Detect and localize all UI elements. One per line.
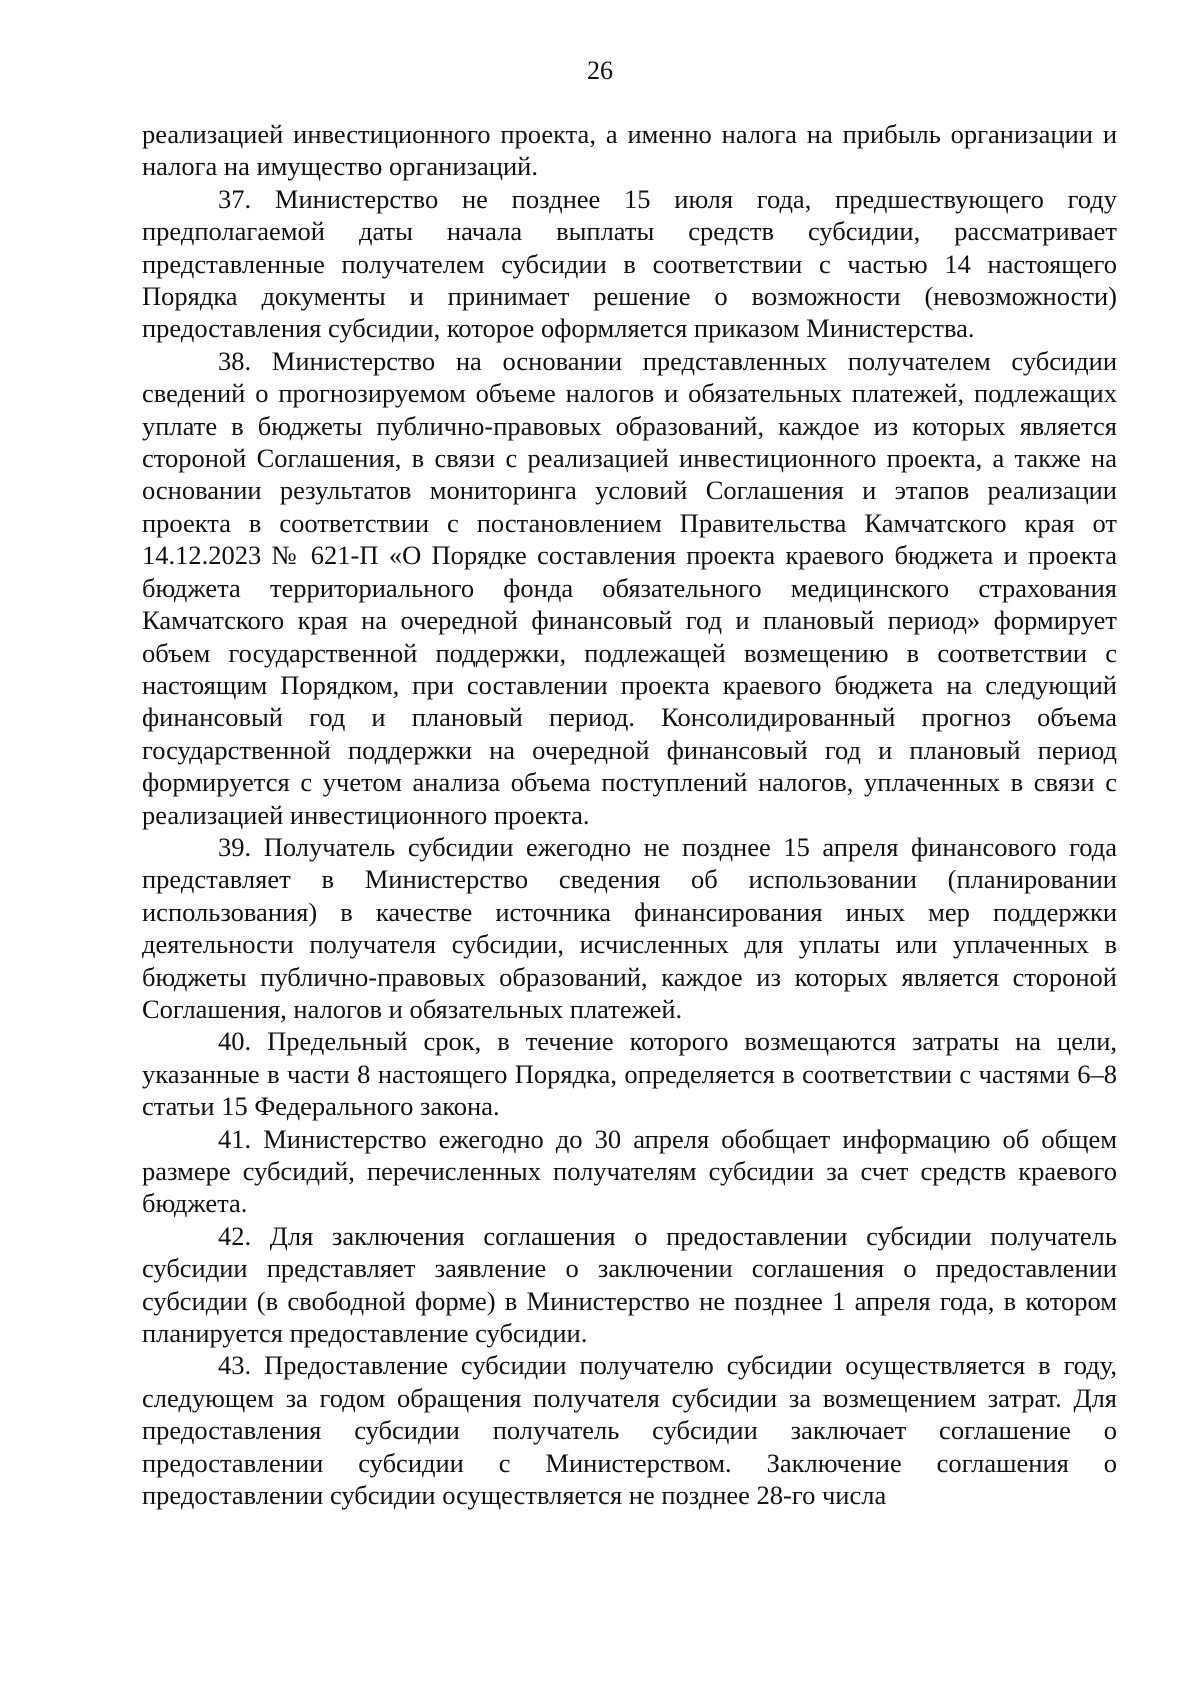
- document-body: [142, 118, 1117, 1511]
- paragraph-number: 38.: [218, 345, 252, 376]
- paragraph-number: 42.: [218, 1220, 252, 1251]
- paragraph-text: Получатель субсидии ежегодно не позднее 15 апреля финансового года представляет в Министерство сведения об использовании (планировании использования) в качестве источника финансирования иных мер поддержки деятельности получателя субсидии, исчисленных для уплаты или уплаченных в бюджеты публично-правовых образований, каждое из которых является стороной Соглашения, налогов и обязательных платежей.: [142, 831, 1118, 1024]
- page-number: 26: [587, 56, 613, 85]
- paragraph-40: [142, 1025, 1117, 1122]
- paragraph-text: Министерство ежегодно до 30 апреля обобщает информацию об общем размере субсидий, перечисленных получателям субсидии за счет средств краевого бюджета.: [142, 1123, 1118, 1219]
- paragraph-text: Министерство не позднее 15 июля года, предшествующего году предполагаемой даты начала выплаты средств субсидии, рассматривает представленные получателем субсидии в соответствии с частью 14 настоящего Порядка документы и принимает решение о возможности (невозможности) предоставления субсидии, которое оформляется приказом Министерства.: [142, 183, 1118, 344]
- paragraph-41: [142, 1123, 1117, 1220]
- paragraph-43: [142, 1349, 1117, 1511]
- paragraph-37: [142, 183, 1117, 345]
- paragraph-number: 40.: [218, 1026, 252, 1057]
- paragraph-39: [142, 831, 1117, 1025]
- paragraph-text: Предельный срок, в течение которого возмещаются затраты на цели, указанные в части 8 настоящего Порядка, определяется в соответствии с частями 6–8 статьи 15 Федерального закона.: [142, 1026, 1117, 1122]
- paragraph-number: 43.: [218, 1350, 252, 1381]
- paragraph-continuation: [142, 118, 1117, 183]
- paragraph-number: 41.: [218, 1123, 252, 1154]
- paragraph-number: 39.: [218, 831, 252, 862]
- paragraph-text: реализацией инвестиционного проекта, а именно налога на прибыль организации и налога на имущество организаций.: [142, 119, 1117, 182]
- paragraph-42: [142, 1220, 1117, 1350]
- paragraph-text: Для заключения соглашения о предоставлении субсидии получатель субсидии представляет заявление о заключении соглашения о предоставлении субсидии (в свободной форме) в Министерство не позднее 1 апреля года, в котором планируется предоставление субсидии.: [142, 1220, 1117, 1349]
- paragraph-number: 37.: [218, 183, 252, 214]
- paragraph-text: Министерство на основании представленных получателем субсидии сведений о прогнозируемом объеме налогов и обязательных платежей, подлежащих уплате в бюджеты публично-правовых образований, каждое из которых является стороной Соглашения, в связи с реализацией инвестиционного проекта, а также на основании результатов мониторинга условий Соглашения и этапов реализации проекта в соответствии с постановлением Правительства Камчатского края от 14.12.2023 № 621-П «О Порядке составления проекта краевого бюджета и проекта бюджета территориального фонда обязательного медицинского страхования Камчатского края на очередной финансовый год и плановый период» формирует объем государственной поддержки, подлежащей возмещению в соответствии с настоящим Порядком, при составлении проекта краевого бюджета на следующий финансовый год и плановый период. Консолидированный прогноз объема государственной поддержки на очередной финансовый год и плановый период формируется с учетом анализа объема поступлений налогов, уплаченных в связи с реализацией инвестиционного проекта.: [142, 345, 1118, 830]
- paragraph-text: Предоставление субсидии получателю субсидии осуществляется в году, следующем за годом обращения получателя субсидии за возмещением затрат. Для предоставления субсидии получатель субсидии заключает соглашение о предоставлении субсидии с Министерством. Заключение соглашения о предоставлении субсидии осуществляется не позднее 28-го числа: [142, 1350, 1117, 1511]
- paragraph-38: [142, 345, 1117, 831]
